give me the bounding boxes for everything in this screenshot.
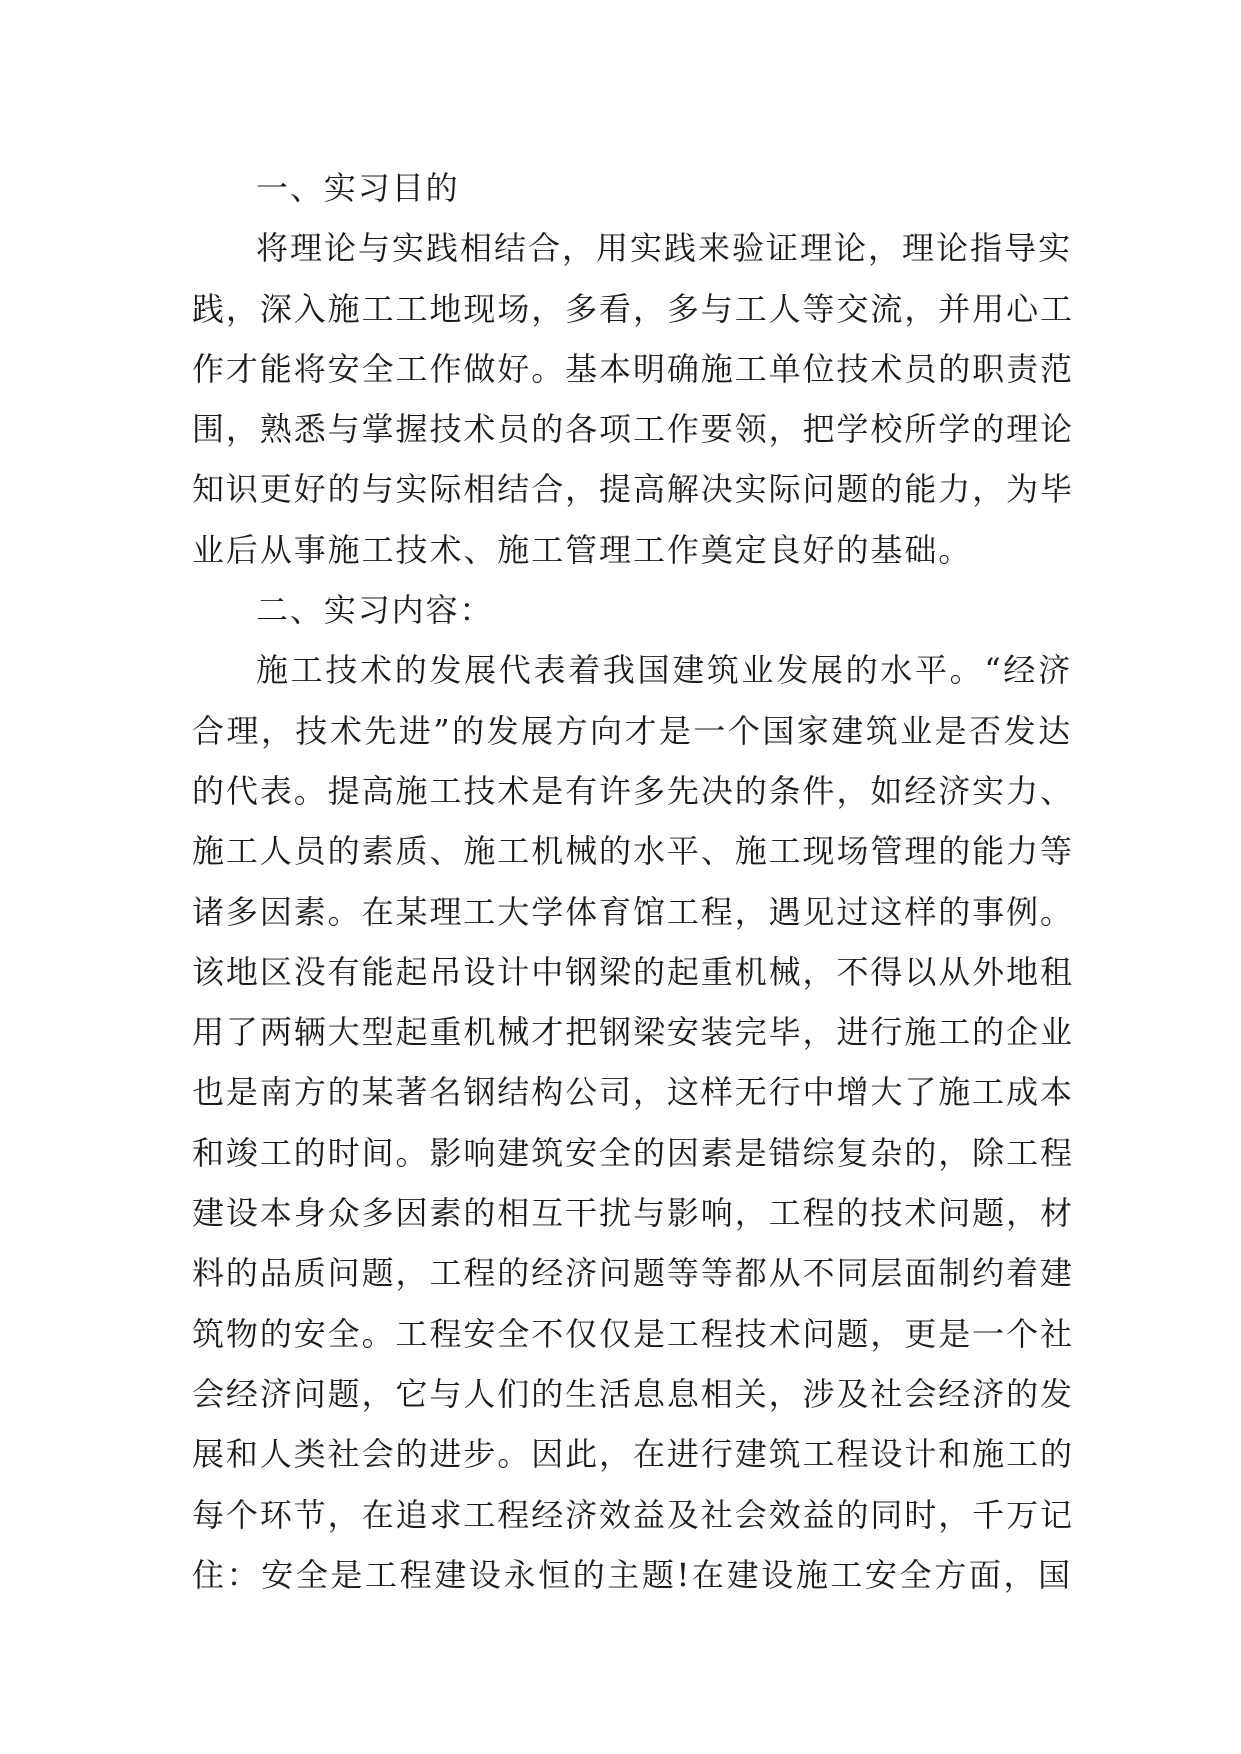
- text-line: 业后从事施工技术、施工管理工作奠定良好的基础。: [192, 530, 973, 569]
- text-line: 也是南方的某著名钢结构公司，这样无行中增大了施工成本: [192, 1073, 1074, 1112]
- text-line: 将理论与实践相结合，用实践来验证理论，理论指导实: [256, 229, 1072, 268]
- text-line: 二、实习内容：: [256, 591, 494, 630]
- text-line: 展和人类社会的进步。因此，在进行建筑工程设计和施工的: [192, 1435, 1074, 1474]
- text-line: 合理，技术先进”的发展方向才是一个国家建筑业是否发达: [192, 711, 1072, 750]
- text-line: 用了两辆大型起重机械才把钢梁安装完毕，进行施工的企业: [192, 1013, 1074, 1052]
- text-line: 施工技术的发展代表着我国建筑业发展的水平。“经济: [256, 651, 1072, 690]
- text-line: 料的品质问题，工程的经济问题等等都从不同层面制约着建: [192, 1254, 1074, 1293]
- text-line: 住：安全是工程建设永恒的主题!在建设施工安全方面，国: [192, 1555, 1072, 1594]
- text-line: 一、实习目的: [256, 169, 460, 207]
- document-body: [192, 158, 1072, 1605]
- text-line: 诸多因素。在某理工大学体育馆工程，遇见过这样的事例。: [192, 892, 1074, 931]
- text-line: 建设本身众多因素的相互干扰与影响，工程的技术问题，材: [192, 1194, 1074, 1233]
- text-line: 知识更好的与实际相结合，提高解决实际问题的能力，为毕: [192, 470, 1074, 509]
- text-line: 和竣工的时间。影响建筑安全的因素是错综复杂的，除工程: [192, 1133, 1074, 1172]
- text-line: 围，熟悉与掌握技术员的各项工作要领，把学校所学的理论: [192, 410, 1074, 449]
- text-line: 作才能将安全工作做好。基本明确施工单位技术员的职责范: [192, 349, 1074, 388]
- text-line: 该地区没有能起吊设计中钢梁的起重机械，不得以从外地租: [192, 952, 1074, 991]
- text-line: 筑物的安全。工程安全不仅仅是工程技术问题，更是一个社: [192, 1314, 1074, 1353]
- text-line: 会经济问题，它与人们的生活息息相关，涉及社会经济的发: [192, 1374, 1074, 1413]
- text-line: 的代表。提高施工技术是有许多先决的条件，如经济实力、: [192, 771, 1074, 810]
- text-line: 每个环节，在追求工程经济效益及社会效益的同时，千万记: [192, 1495, 1074, 1534]
- text-line: 践，深入施工工地现场，多看，多与工人等交流，并用心工: [192, 289, 1074, 328]
- text-line: 施工人员的素质、施工机械的水平、施工现场管理的能力等: [192, 832, 1074, 871]
